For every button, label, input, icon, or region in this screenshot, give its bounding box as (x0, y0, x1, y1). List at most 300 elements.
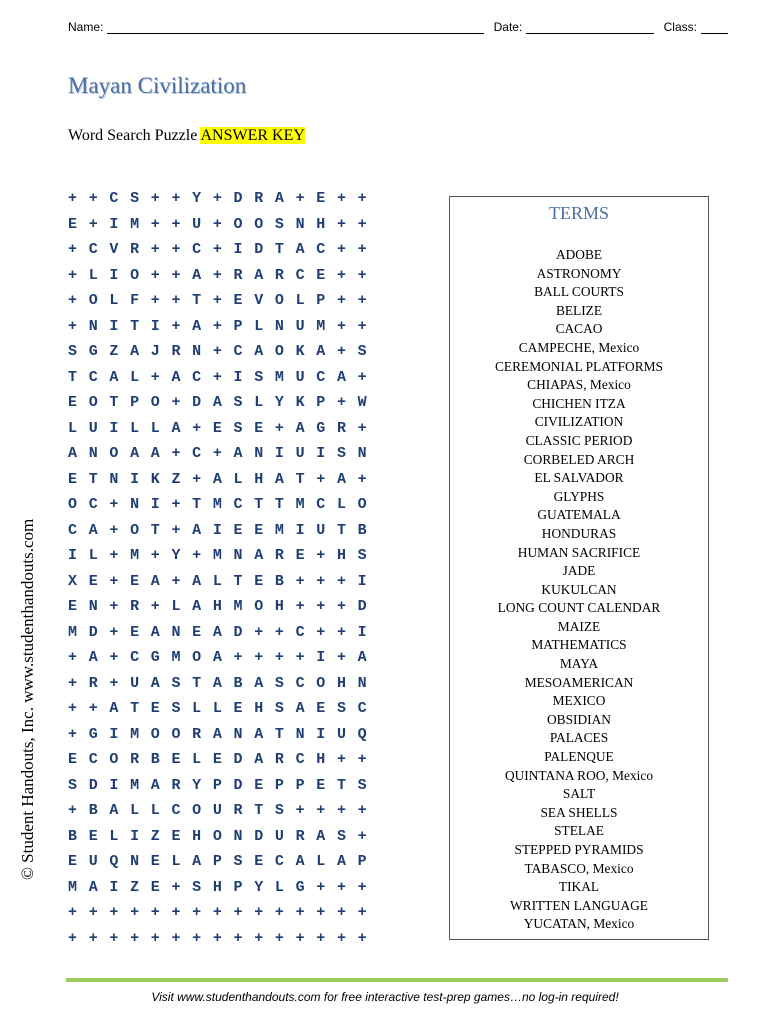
grid-row (68, 343, 378, 369)
footer-text: Visit www.studenthandouts.com for free interactive test-prep games…no log-in required! (151, 990, 619, 1004)
grid-row (68, 700, 378, 726)
grid-cell: L (316, 853, 326, 870)
grid-cell: N (295, 725, 305, 743)
grid-row (68, 777, 378, 803)
term-item: PALENQUE (544, 749, 614, 765)
grid-cell: + (150, 929, 160, 947)
grid-cell: I (109, 317, 119, 335)
grid-cell: K (295, 394, 305, 411)
grid-cell: I (109, 215, 119, 233)
grid-cell: G (150, 649, 160, 666)
grid-cell: C (295, 751, 305, 768)
grid-cell: + (316, 623, 326, 641)
grid-cell: L (171, 853, 181, 870)
term-item: MAYA (559, 656, 599, 672)
grid-cell: N (233, 547, 243, 564)
grid-cell: E (68, 215, 78, 233)
grid-cell: L (150, 802, 160, 819)
grid-cell: S (336, 827, 346, 845)
grid-cell: + (336, 266, 346, 284)
grid-cell: I (109, 266, 119, 284)
grid-cell: E (150, 700, 160, 717)
grid-cell: T (192, 292, 202, 309)
grid-cell: A (212, 674, 222, 692)
grid-cell: D (233, 190, 243, 207)
grid-cell: D (233, 623, 243, 641)
grid-cell: P (233, 878, 243, 896)
grid-cell: U (295, 368, 305, 386)
grid-cell: K (295, 343, 305, 360)
grid-cell: T (274, 725, 284, 743)
grid-cell: B (68, 827, 78, 845)
grid-cell: D (357, 598, 367, 615)
grid-cell: S (274, 700, 284, 717)
term-item: SEA SHELLS (540, 804, 618, 820)
grid-cell: C (88, 368, 98, 386)
grid-cell: + (274, 929, 284, 947)
grid-cell: M (274, 521, 284, 539)
grid-row (68, 496, 378, 522)
grid-cell: H (336, 547, 346, 564)
grid-cell: + (68, 904, 78, 921)
grid-cell: + (357, 802, 367, 819)
grid-cell: T (192, 674, 202, 692)
grid-cell: N (295, 215, 305, 233)
term-item: CORBELED ARCH (523, 451, 635, 467)
grid-cell: A (150, 674, 160, 692)
grid-row (68, 292, 378, 318)
term-item: QUINTANA ROO, Mexico (504, 767, 654, 783)
term-item: ASTRONOMY (536, 265, 622, 281)
grid-cell: + (336, 241, 346, 258)
grid-cell: + (171, 521, 181, 539)
grid-cell: Q (109, 853, 119, 870)
grid-cell: + (212, 292, 222, 309)
grid-cell: P (274, 776, 284, 794)
grid-cell: + (336, 215, 346, 233)
grid-cell: L (254, 317, 264, 335)
grid-row (68, 445, 378, 471)
term-item: CLASSIC PERIOD (525, 432, 633, 448)
grid-cell: S (233, 853, 243, 870)
grid-cell: T (274, 496, 284, 513)
grid-cell: + (316, 929, 326, 947)
term-item: CHIAPAS, Mexico (527, 377, 631, 393)
grid-cell: + (316, 572, 326, 590)
grid-cell: A (254, 547, 264, 564)
grid-cell: + (295, 649, 305, 666)
grid-cell: C (316, 496, 326, 513)
grid-cell: P (316, 292, 326, 309)
grid-cell: U (130, 674, 140, 692)
grid-cell: A (212, 394, 222, 411)
grid-cell: + (109, 521, 119, 539)
grid-cell: + (336, 572, 346, 590)
grid-cell: O (130, 266, 140, 284)
term-item: GLYPHS (553, 488, 605, 504)
term-item: MESOAMERICAN (524, 674, 634, 690)
grid-cell: + (316, 802, 326, 819)
grid-cell: E (254, 776, 264, 794)
grid-cell: L (88, 547, 98, 564)
grid-cell: + (150, 241, 160, 258)
grid-cell: B (233, 674, 243, 692)
grid-cell: A (88, 521, 98, 539)
grid-cell: A (109, 802, 119, 819)
header-fields (68, 20, 728, 34)
grid-cell: + (88, 190, 98, 207)
grid-cell: Y (254, 878, 264, 896)
grid-cell: E (171, 827, 181, 845)
grid-cell: N (357, 445, 367, 462)
grid-cell: + (254, 649, 264, 666)
grid-cell: I (295, 521, 305, 539)
grid-cell: + (254, 904, 264, 921)
grid-cell: + (192, 904, 202, 921)
grid-cell: E (88, 827, 98, 845)
grid-cell: E (150, 853, 160, 870)
grid-row (68, 853, 378, 879)
grid-cell: S (233, 394, 243, 411)
grid-cell: A (68, 445, 78, 462)
grid-cell: + (109, 649, 119, 666)
grid-cell: L (150, 419, 160, 437)
grid-cell: + (336, 751, 346, 768)
grid-cell: E (233, 292, 243, 309)
grid-cell: E (212, 751, 222, 768)
term-item: MEXICO (552, 693, 606, 709)
grid-cell: A (357, 649, 367, 666)
grid-cell: A (212, 470, 222, 488)
grid-cell: C (192, 368, 202, 386)
grid-cell: E (192, 623, 202, 641)
grid-cell: I (316, 725, 326, 743)
grid-cell: C (130, 649, 140, 666)
grid-row (68, 573, 378, 599)
grid-cell: + (336, 802, 346, 819)
grid-row (68, 190, 378, 216)
grid-cell: + (171, 572, 181, 590)
grid-cell: E (316, 190, 326, 207)
grid-cell: + (171, 929, 181, 947)
grid-cell: + (357, 190, 367, 207)
grid-cell: R (233, 266, 243, 284)
grid-cell: S (357, 343, 367, 360)
date-blank (526, 21, 653, 34)
grid-cell: + (212, 241, 222, 258)
grid-cell: E (316, 266, 326, 284)
grid-cell: Y (171, 547, 181, 564)
grid-cell: B (274, 572, 284, 590)
grid-cell: A (88, 878, 98, 896)
grid-row (68, 675, 378, 701)
grid-cell: + (150, 266, 160, 284)
grid-cell: T (88, 470, 98, 488)
term-item: BALL COURTS (534, 284, 624, 300)
grid-cell: S (171, 700, 181, 717)
grid-cell: A (212, 649, 222, 666)
grid-cell: + (192, 929, 202, 947)
grid-cell: T (130, 700, 140, 717)
grid-cell: Y (192, 190, 202, 207)
grid-cell: O (88, 292, 98, 309)
grid-cell: + (192, 470, 202, 488)
grid-cell: + (68, 700, 78, 717)
grid-cell: C (316, 368, 326, 386)
grid-row (68, 828, 378, 854)
grid-cell: E (254, 419, 264, 437)
grid-cell: R (274, 547, 284, 564)
grid-cell: L (88, 266, 98, 284)
grid-cell: + (254, 929, 264, 947)
grid-cell: B (357, 521, 367, 539)
grid-cell: L (336, 496, 346, 513)
grid-cell: S (274, 674, 284, 692)
grid-cell: P (130, 394, 140, 411)
grid-cell: + (109, 572, 119, 590)
grid-cell: + (316, 470, 326, 488)
grid-cell: O (88, 394, 98, 411)
grid-cell: E (316, 776, 326, 794)
grid-cell: H (336, 674, 346, 692)
term-item: CHICHEN ITZA (532, 395, 626, 411)
term-item: WRITTEN LANGUAGE (510, 897, 648, 913)
grid-cell: S (233, 419, 243, 437)
grid-cell: J (150, 343, 160, 360)
grid-cell: + (109, 929, 119, 947)
grid-cell: + (171, 190, 181, 207)
grid-cell: + (171, 215, 181, 233)
grid-cell: K (150, 470, 160, 488)
grid-cell: R (274, 266, 284, 284)
grid-cell: L (212, 572, 222, 590)
page-title: Mayan Civilization (68, 73, 247, 98)
term-item: STEPPED PYRAMIDS (514, 842, 644, 857)
grid-row (68, 726, 378, 752)
grid-cell: A (254, 674, 264, 692)
grid-cell: U (88, 419, 98, 437)
grid-cell: T (295, 470, 305, 488)
grid-cell: A (192, 266, 202, 284)
grid-cell: O (254, 598, 264, 615)
grid-cell: O (254, 215, 264, 233)
grid-cell: A (171, 368, 181, 386)
grid-row (68, 318, 378, 344)
grid-cell: N (171, 623, 181, 641)
grid-cell: F (130, 292, 140, 309)
grid-cell: + (212, 317, 222, 335)
grid-cell: A (192, 572, 202, 590)
class-blank (701, 21, 728, 34)
grid-cell: + (295, 802, 305, 819)
grid-cell: T (254, 802, 264, 819)
term-item: KUKULCAN (541, 581, 617, 597)
grid-row (68, 216, 378, 242)
grid-cell: + (192, 547, 202, 564)
grid-cell: + (88, 929, 98, 947)
grid-cell: D (233, 751, 243, 768)
grid-cell: A (295, 419, 305, 437)
grid-cell: I (233, 368, 243, 386)
grid-cell: A (88, 649, 98, 666)
grid-cell: + (130, 929, 140, 947)
grid-cell: R (171, 776, 181, 794)
grid-cell: I (357, 623, 367, 641)
grid-cell: T (109, 394, 119, 411)
grid-cell: I (212, 521, 222, 539)
grid-cell: + (233, 649, 243, 666)
grid-cell: G (316, 419, 326, 437)
grid-cell: V (254, 292, 264, 309)
grid-cell: L (109, 292, 119, 309)
grid-cell: I (130, 470, 140, 488)
grid-cell: C (88, 751, 98, 768)
grid-cell: D (192, 394, 202, 411)
grid-cell: T (130, 317, 140, 335)
grid-cell: Z (109, 343, 119, 360)
grid-cell: T (336, 776, 346, 794)
grid-cell: M (68, 623, 78, 641)
grid-cell: D (233, 776, 243, 794)
grid-cell: M (233, 598, 243, 615)
grid-cell: M (130, 776, 140, 794)
grid-cell: Z (150, 827, 160, 845)
grid-cell: + (212, 215, 222, 233)
grid-cell: E (316, 700, 326, 717)
grid-cell: O (171, 725, 181, 743)
grid-cell: + (295, 572, 305, 590)
grid-cell: + (316, 878, 326, 896)
grid-cell: O (274, 292, 284, 309)
grid-row (68, 649, 378, 675)
grid-cell: S (130, 190, 140, 207)
grid-row (68, 751, 378, 777)
side-copyright: © Student Handouts, Inc. www.studenthandouts.com (18, 518, 37, 880)
grid-cell: I (150, 496, 160, 513)
grid-cell: S (68, 343, 78, 360)
grid-cell: T (192, 496, 202, 513)
grid-cell: + (171, 496, 181, 513)
grid-cell: + (357, 827, 367, 845)
grid-cell: + (68, 725, 78, 743)
term-item: LONG COUNT CALENDAR (497, 600, 661, 616)
grid-cell: P (233, 317, 243, 335)
grid-cell: + (68, 190, 78, 207)
grid-cell: D (254, 241, 264, 258)
term-item: TABASCO, Mexico (524, 860, 634, 876)
grid-cell: + (68, 292, 78, 309)
grid-row (68, 420, 378, 446)
grid-cell: + (357, 878, 367, 896)
grid-cell: A (212, 725, 222, 743)
grid-cell: E (130, 572, 140, 590)
grid-cell: + (336, 929, 346, 947)
grid-row (68, 394, 378, 420)
grid-cell: S (171, 674, 181, 692)
grid-cell: H (212, 878, 222, 896)
grid-cell: E (68, 470, 78, 488)
grid-cell: L (130, 802, 140, 819)
grid-cell: + (171, 266, 181, 284)
grid-cell: I (357, 572, 367, 590)
grid-cell: A (336, 368, 346, 386)
grid-cell: U (212, 802, 222, 819)
grid-cell: M (130, 725, 140, 743)
grid-cell: I (274, 445, 284, 462)
grid-cell: C (171, 802, 181, 819)
grid-cell: M (130, 547, 140, 564)
grid-cell: R (336, 419, 346, 437)
grid-cell: + (150, 904, 160, 921)
grid-cell: + (150, 190, 160, 207)
grid-cell: + (295, 190, 305, 207)
grid-cell: + (336, 190, 346, 207)
grid-cell: L (130, 368, 140, 386)
grid-cell: O (109, 751, 119, 768)
grid-cell: + (192, 419, 202, 437)
grid-row (68, 624, 378, 650)
grid-cell: R (130, 751, 140, 768)
grid-cell: B (88, 802, 98, 819)
grid-cell: I (109, 878, 119, 896)
grid-cell: + (150, 292, 160, 309)
grid-cell: L (254, 394, 264, 411)
grid-cell: E (254, 572, 264, 590)
grid-cell: P (212, 853, 222, 870)
term-item: CEREMONIAL PLATFORMS (494, 358, 664, 374)
grid-cell: C (295, 674, 305, 692)
grid-row (68, 471, 378, 497)
grid-cell: A (254, 343, 264, 360)
grid-cell: + (274, 904, 284, 921)
grid-cell: O (274, 343, 284, 360)
grid-cell: S (336, 700, 346, 717)
grid-cell: E (68, 598, 78, 615)
grid-cell: L (171, 598, 181, 615)
grid-cell: + (88, 904, 98, 921)
grid-cell: M (316, 317, 326, 335)
grid-cell: S (68, 776, 78, 794)
grid-cell: D (254, 827, 264, 845)
class-label: Class: (663, 20, 697, 34)
grid-cell: L (295, 292, 305, 309)
grid-cell: L (192, 751, 202, 768)
grid-cell: H (212, 598, 222, 615)
grid-cell: + (336, 649, 346, 666)
grid-cell: L (109, 827, 119, 845)
grid-cell: H (254, 700, 264, 717)
name-blank (107, 21, 483, 34)
grid-cell: I (68, 547, 78, 564)
grid-row (68, 930, 378, 956)
grid-cell: E (171, 751, 181, 768)
grid-cell: + (357, 292, 367, 309)
grid-cell: H (254, 470, 264, 488)
term-item: STELAE (554, 823, 604, 839)
grid-cell: + (274, 419, 284, 437)
grid-cell: A (295, 853, 305, 870)
grid-cell: A (316, 343, 326, 360)
grid-cell: N (88, 598, 98, 615)
grid-cell: W (357, 394, 367, 411)
grid-cell: + (171, 394, 181, 411)
grid-row (68, 522, 378, 548)
grid-cell: Y (274, 394, 284, 411)
grid-cell: + (357, 751, 367, 768)
grid-cell: T (68, 368, 78, 386)
terms-box (449, 196, 709, 940)
grid-cell: + (233, 929, 243, 947)
